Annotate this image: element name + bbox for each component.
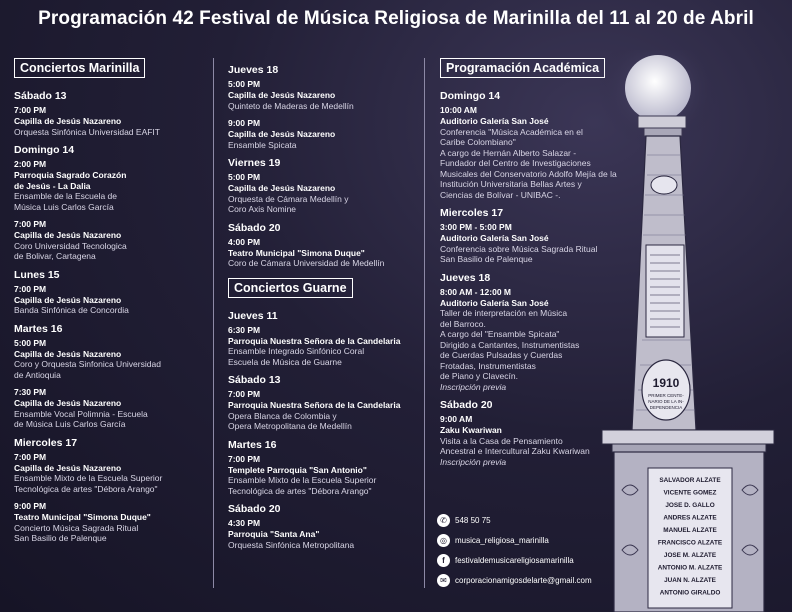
event-description: Quinteto de Maderas de Medellín (228, 100, 354, 111)
day-heading: Viernes 19 (228, 157, 281, 169)
schedule-list (228, 310, 414, 551)
event-time: 9:00 PM (14, 501, 47, 511)
monument-cornice (602, 430, 774, 444)
day-heading: Sábado 20 (228, 221, 281, 234)
event-time: 10:00 AM (440, 105, 478, 115)
event-venue: Auditorio Galería San José (440, 297, 549, 308)
event-time: 4:00 PM (228, 236, 261, 247)
day-heading: Martes 16 (228, 438, 277, 451)
event-venue: Parroquia Nuestra Señora de la Candelaria (228, 335, 401, 346)
instagram-icon: ◎ (437, 534, 450, 547)
section-heading: Conciertos Marinilla (14, 58, 145, 78)
day-heading: Lunes 15 (14, 268, 60, 281)
event-entry (14, 159, 200, 212)
event-description: Orquesta de Cámara Medellín y Coro Axis Nomine (228, 193, 349, 214)
event-time: 7:00 PM (14, 219, 47, 229)
event-venue: Auditorio Galería San José (440, 233, 549, 243)
event-venue: Capilla de Jesús Nazareno (14, 398, 122, 408)
conciertos-marinilla-continued (228, 58, 414, 557)
year-text: 1910 (652, 376, 680, 390)
event-venue: Templete Parroquia "San Antonio" (228, 464, 367, 475)
day-heading: Sábado 20 (440, 399, 493, 411)
event-description: Conferencia sobre Música Sagrada Ritual San Basilio de Palenque (440, 243, 598, 264)
event-time: 5:00 PM (14, 337, 47, 348)
plaque-line: PRIMER CENTE- (648, 393, 684, 398)
column-divider (213, 58, 214, 588)
base-name-text: JOSE D. GALLO (665, 502, 715, 509)
year-medallion (642, 360, 690, 420)
event-description: Banda Sinfónica de Concordia (14, 305, 129, 315)
event-time: 8:00 AM - 12:00 M (440, 286, 512, 297)
base-name-text: ANTONIO GIRALDO (659, 589, 721, 597)
section-heading: Conciertos Guarne (228, 278, 353, 298)
event-description: Ensamble Mixto de la Escuela Superior Tecnológica de artes "Débora Arango" (14, 473, 163, 494)
base-name-text: VICENTE GOMEZ (663, 489, 717, 497)
event-time: 5:00 PM (228, 79, 261, 89)
event-description: Ensamble Vocal Polimnia - Escuela de Música Luis Carlos García (14, 408, 148, 429)
base-name-text: JOSE M. ALZATE (663, 552, 717, 559)
event-entry (14, 284, 200, 316)
event-time: 7:00 PM (228, 453, 261, 464)
event-time: 4:30 PM (228, 518, 261, 528)
event-description: Opera Blanca de Colombia y Opera Metropolitana de Medellín (228, 410, 352, 431)
day-heading: Miercoles 17 (14, 436, 78, 449)
event-description: Ensamble de la Escuela de Música Luis Carlos García (14, 191, 118, 212)
event-time: 6:30 PM (228, 324, 261, 335)
event-description: Coro Universidad Tecnologica de Bolivar, Cartagena (14, 240, 127, 261)
event-time: 7:00 PM (14, 105, 47, 115)
event-time: 5:00 PM (228, 172, 261, 182)
contact-text: 548 50 75 (455, 515, 491, 525)
event-time: 7:30 PM (14, 387, 47, 397)
event-entry (228, 237, 414, 269)
event-entry (228, 118, 414, 150)
event-venue: Parroquia Sagrado Corazón de Jesús - La Dalia (14, 170, 127, 191)
event-venue: Parroquia Nuestra Señora de la Candelaria (228, 400, 401, 410)
event-description: Orquesta Sinfónica Universidad EAFIT (14, 126, 160, 137)
facebook-icon: f (437, 554, 450, 567)
event-venue: Capilla de Jesús Nazareno (228, 90, 336, 100)
base-name-text: JUAN N. ALZATE (664, 577, 716, 584)
day-heading: Jueves 18 (440, 271, 491, 284)
event-entry (14, 387, 200, 430)
event-time: 7:00 PM (228, 389, 261, 399)
event-description: Ensamble Spicata (228, 139, 297, 150)
plaque-line: DEPENDENCIA (649, 405, 683, 410)
day-heading: Sábado 20 (228, 503, 281, 515)
event-venue: Capilla de Jesús Nazareno (14, 230, 122, 240)
event-time: 9:00 PM (228, 118, 261, 128)
section-heading: Programación Académica (440, 58, 605, 78)
base-name-text: MANUEL ALZATE (663, 527, 717, 534)
day-heading: Sábado 13 (14, 90, 67, 102)
event-entry (14, 338, 200, 381)
event-venue: Capilla de Jesús Nazareno (228, 183, 336, 193)
page-title: Programación 42 Festival de Música Religiosa de Marinilla del 11 al 20 de Abril (38, 8, 754, 29)
day-heading: Martes 16 (14, 322, 63, 335)
event-time: 7:00 PM (14, 283, 47, 294)
event-venue: Capilla de Jesús Nazareno (14, 462, 122, 473)
event-entry (228, 389, 414, 432)
conciertos-marinilla-section (14, 58, 200, 551)
event-entry (228, 172, 414, 215)
schedule-list (228, 64, 414, 269)
day-heading: Jueves 18 (228, 64, 279, 76)
base-name-text: FRANCISCO ALZATE (657, 539, 723, 547)
inscription-plaque (646, 245, 684, 337)
event-description: Coro y Orquesta Sinfonica Universidad de Antioquia (14, 359, 161, 380)
event-venue: Zaku Kwariwan (440, 425, 502, 435)
event-entry (228, 454, 414, 497)
event-entry (14, 105, 200, 137)
column-divider (424, 58, 425, 588)
plaque-line: NARIO DE LA IN- (648, 399, 684, 404)
event-entry (228, 325, 414, 368)
event-entry (14, 452, 200, 495)
event-entry (14, 501, 200, 544)
event-venue: Capilla de Jesús Nazareno (14, 294, 122, 305)
event-description: Concierto Música Sagrada Ritual San Basilio de Palenque (14, 522, 139, 543)
event-entry (228, 79, 414, 111)
email-icon: ✉ (437, 574, 450, 587)
event-time: 2:00 PM (14, 159, 47, 169)
event-description: Visita a la Casa de Pensamiento Ancestral e Intercultural Zaku Kwariwan (440, 435, 590, 456)
event-note: Inscripción previa (440, 381, 507, 392)
event-venue: Teatro Municipal "Simona Duque" (228, 247, 365, 258)
event-time: 9:00 AM (440, 414, 473, 424)
contact-text: musica_religiosa_marinilla (455, 535, 549, 545)
event-description: Coro de Cámara Universidad de Medellín (228, 258, 385, 268)
event-venue: Parroquia "Santa Ana" (228, 529, 320, 539)
day-heading: Sábado 13 (228, 374, 281, 386)
day-heading: Domingo 14 (14, 144, 75, 156)
moon-icon (625, 55, 691, 121)
base-name-text: SALVADOR ALZATE (659, 477, 721, 484)
event-venue: Capilla de Jesús Nazareno (14, 348, 122, 359)
day-heading: Jueves 11 (228, 309, 278, 322)
monument-illustration (592, 50, 792, 612)
contact-text: corporacionamigosdelarte@gmail.com (455, 575, 592, 585)
contact-text: festivaldemusicareligiosamarinilla (455, 555, 574, 565)
day-heading: Miercoles 17 (440, 207, 504, 219)
event-entry (14, 219, 200, 262)
event-description: Taller de interpretación en Música del Barroco. A cargo del "Ensamble Spicata" Dirigido a Cantantes, Instrumentistas de Cuerdas Pulsadas y Cuerdas Frotadas, Instrumentistas de Piano y Clavecín. (440, 308, 580, 381)
event-venue: Auditorio Galería San José (440, 116, 549, 126)
event-entry (228, 518, 414, 550)
base-name-text: ANDRES ALZATE (663, 514, 717, 522)
event-description: Orquesta Sinfónica Metropolitana (228, 539, 355, 550)
event-time: 3:00 PM - 5:00 PM (440, 222, 512, 232)
event-venue: Capilla de Jesús Nazareno (228, 129, 336, 139)
event-description: Conferencia "Música Académica en el Caribe Colombiano" A cargo de Hernán Alberto Salazar - Fundador del Centro de Investigaciones Musicales del Conservatorio Adolfo Mejía de la Institución Universitaria Bellas Artes y Ciencias de Bolívar - UNIBAC -. (440, 126, 617, 200)
base-name-text: ANTONIO M. ALZATE (657, 564, 723, 572)
event-description: Ensamble Mixto de la Escuela Superior Tecnológica de artes "Débora Arango" (228, 475, 377, 496)
event-note: Inscripción previa (440, 456, 507, 467)
event-description: Ensamble Integrado Sinfónico Coral Escuela de Música de Guarne (228, 346, 365, 367)
schedule-list (14, 90, 200, 544)
event-time: 7:00 PM (14, 451, 47, 462)
event-venue: Teatro Municipal "Simona Duque" (14, 512, 151, 522)
phone-icon: ✆ (437, 514, 450, 527)
day-heading: Domingo 14 (440, 90, 501, 102)
event-venue: Capilla de Jesús Nazareno (14, 116, 122, 126)
